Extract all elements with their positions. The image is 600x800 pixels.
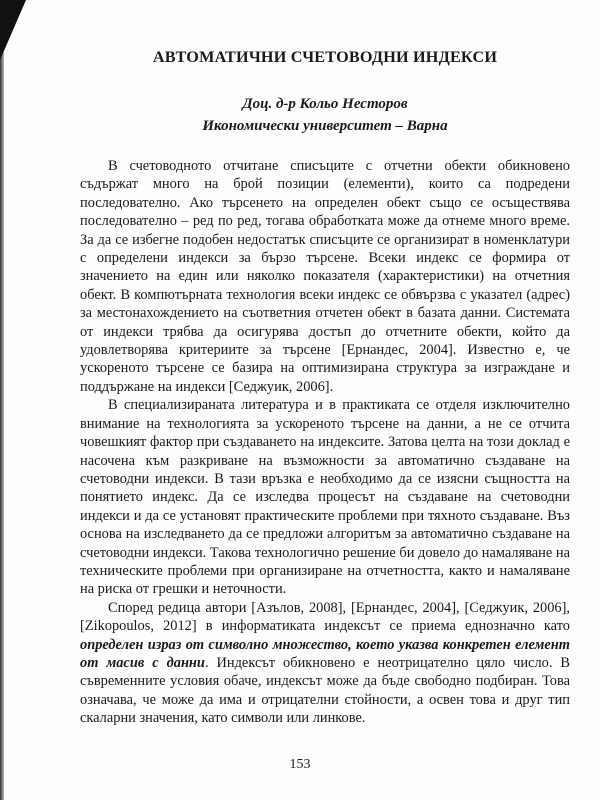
paragraph-1: В счетоводното отчитане списъците с отчетни обекти обикновено съдържат много на брой позиции (елементи), които са подредени последователно. Ако търсенето на определен обект също се осъществява последователно – ред по ред, тогава обработката може да отнеме много време. За да се избегне подобен недостатък списъците се организират в номенклатури с определени индекси за бързо търсене. Всеки индекс се формира от значението на един или няколко показателя (характеристики) на отчетния обект. В компютърната технология всеки индекс се обвързва с указател (адрес) за местонахождението на съответния отчетен обект в базата данни. Системата от индекси трябва да осигурява достъп до отчетните обекти, който да удовлетворява критериите за търсене [Ернандес, 2004]. Известно е, че ускореното търсене се базира на оптимизирана структура за изграждане и поддържане на индекси [Седжуик, 2006].	[80, 158, 570, 395]
author-name: Доц. д-р Кольо Несторов	[242, 96, 408, 112]
author-affiliation: Икономически университет – Варна	[202, 118, 448, 134]
paragraph-3	[80, 599, 570, 728]
paragraph-3-end: . Индексът обикновено е неотрицателно цяло число. В съвременните условия обаче, индексът може да бъде свободно подбиран. Това означава, че може да има и отрицателни стойности, а освен това и друг тип скаларни значения, като символи или линкове.	[80, 654, 571, 727]
paragraph-2: В специализираната литература и в практиката се отделя изключително внимание на технологията за ускореното търсене на данни, а не се отчита човешкият фактор при създаването на индексите. Затова целта на този доклад е насочена към разкриване на възможности за автоматично създаване на счетоводни индекси. В тази връзка е необходимо да се изясни същността на понятието индекс. Да се изследва процесът на създаване на счетоводни индекси и да се установят практическите проблеми при тяхното създаване. Въз основа на изследването да се предложи алгоритъм за автоматично създаване на счетоводни индекси. Такова технологично решение би довело до намаляване на техническите проблеми при организиране на отчетността, както и намаляване на риска от грешки и неточности.	[80, 397, 570, 598]
article	[80, 48, 570, 728]
page-binding-edge	[0, 0, 4, 800]
page-number: 153	[289, 757, 311, 772]
paragraph-3-start: Според редица автори [Азълов, 2008], [Ернандес, 2004], [Седжуик, 2006], [Zikopoulos, 2012] в информатиката индексът се приема еднозначно като	[80, 599, 570, 635]
corner-scan-mark	[0, 0, 26, 60]
definition-emphasis: определен израз от символно множество, което указва конкретен елемент от масив с данни	[80, 636, 570, 671]
article-title: АВТОМАТИЧНИ СЧЕТОВОДНИ ИНДЕКСИ	[152, 48, 498, 66]
